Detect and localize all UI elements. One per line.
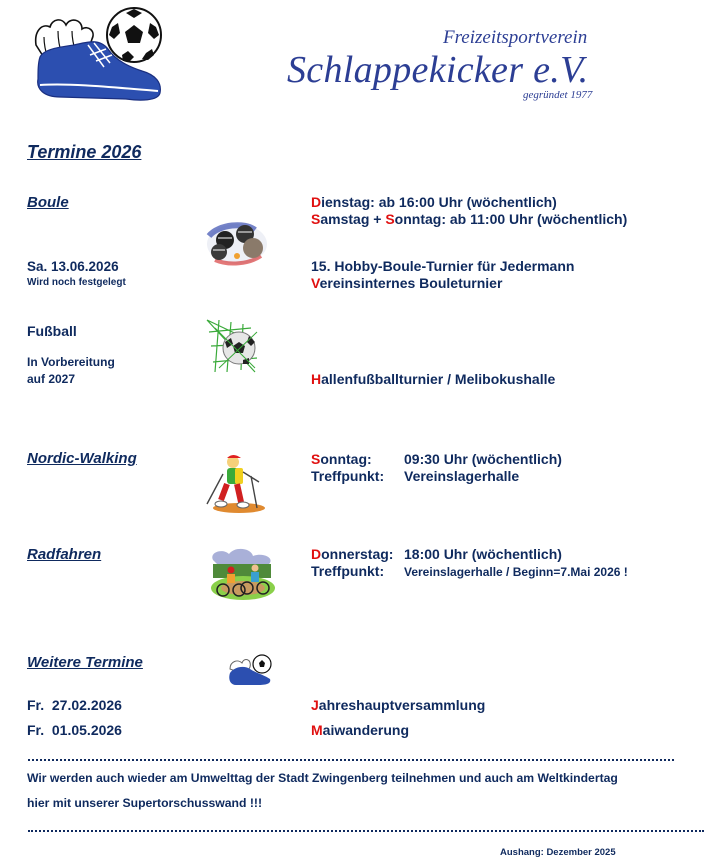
- nordic-schedule: [311, 451, 562, 485]
- divider-top: [28, 759, 674, 761]
- fussball-note-line2: auf 2027: [27, 372, 76, 386]
- section-heading-radfahren: Radfahren: [27, 546, 102, 563]
- fussball-event-hall-tournament: Hallenfußballturnier / Melibokushalle: [311, 371, 556, 387]
- section-heading-fussball: Fußball: [27, 323, 77, 339]
- notice-line-1: Wir werden auch wieder am Umwelttag der Stadt Zwingenberg teilnehmen und auch am Weltkindertag: [27, 771, 618, 785]
- section-heading-nordic-walking: Nordic-Walking: [27, 450, 137, 467]
- nordic-meeting-row: Treffpunkt: Vereinslagerhalle: [311, 468, 520, 484]
- shoe-and-football-logo-icon: [30, 5, 170, 105]
- weitere-row-1-event: Jahreshauptversammlung: [311, 697, 486, 713]
- org-name: Schlappekicker e.V.: [287, 49, 589, 91]
- notice-line-2: hier mit unserer Supertorschusswand !!!: [27, 796, 262, 810]
- nordic-day-row: Sonntag: 09:30 Uhr (wöchentlich): [311, 451, 562, 467]
- nordic-walkers-icon: [203, 452, 269, 514]
- radfahren-schedule: [311, 546, 628, 581]
- divider-bottom: [28, 830, 704, 832]
- football-in-net-icon: [205, 318, 261, 374]
- boule-balls-icon: [205, 220, 269, 266]
- boule-date-note: Wird noch festgelegt: [27, 277, 126, 288]
- fussball-note-line1: In Vorbereitung: [27, 355, 115, 369]
- boule-event-hobby-tournament: 15. Hobby-Boule-Turnier für Jedermann: [311, 258, 575, 274]
- boule-event-internal-tournament: Vereinsinternes Bouleturnier: [311, 275, 503, 291]
- radfahren-day-row: Donnerstag: 18:00 Uhr (wöchentlich): [311, 546, 562, 562]
- posted-date: Aushang: Dezember 2025: [500, 847, 616, 858]
- small-shoe-logo-icon: [228, 653, 274, 687]
- club-logo: [30, 5, 170, 105]
- radfahren-meeting-row: Treffpunkt: Vereinslagerhalle / Beginn=7.Mai 2026 !: [311, 563, 628, 579]
- boule-events: [311, 258, 574, 292]
- org-prefix: Freizeitsportverein: [443, 27, 588, 48]
- boule-tournament-date: Sa. 13.06.2026: [27, 259, 119, 274]
- boule-schedule-tuesday: Dienstag: ab 16:00 Uhr (wöchentlich): [311, 194, 557, 210]
- cyclists-icon: [207, 546, 277, 602]
- section-heading-weitere-termine: Weitere Termine: [27, 654, 143, 671]
- page-title: Termine 2026: [27, 142, 142, 162]
- weitere-row-2-event: Maiwanderung: [311, 722, 410, 738]
- weitere-row-1-date: Fr. 27.02.2026: [27, 697, 122, 713]
- section-heading-boule: Boule: [27, 194, 69, 211]
- founded-note: gegründet 1977: [523, 89, 593, 101]
- boule-schedule-weekend: Samstag + Sonntag: ab 11:00 Uhr (wöchentlich): [311, 211, 628, 227]
- fussball-note: [27, 354, 115, 388]
- weitere-row-2-date: Fr. 01.05.2026: [27, 722, 122, 738]
- boule-schedule: [311, 194, 627, 228]
